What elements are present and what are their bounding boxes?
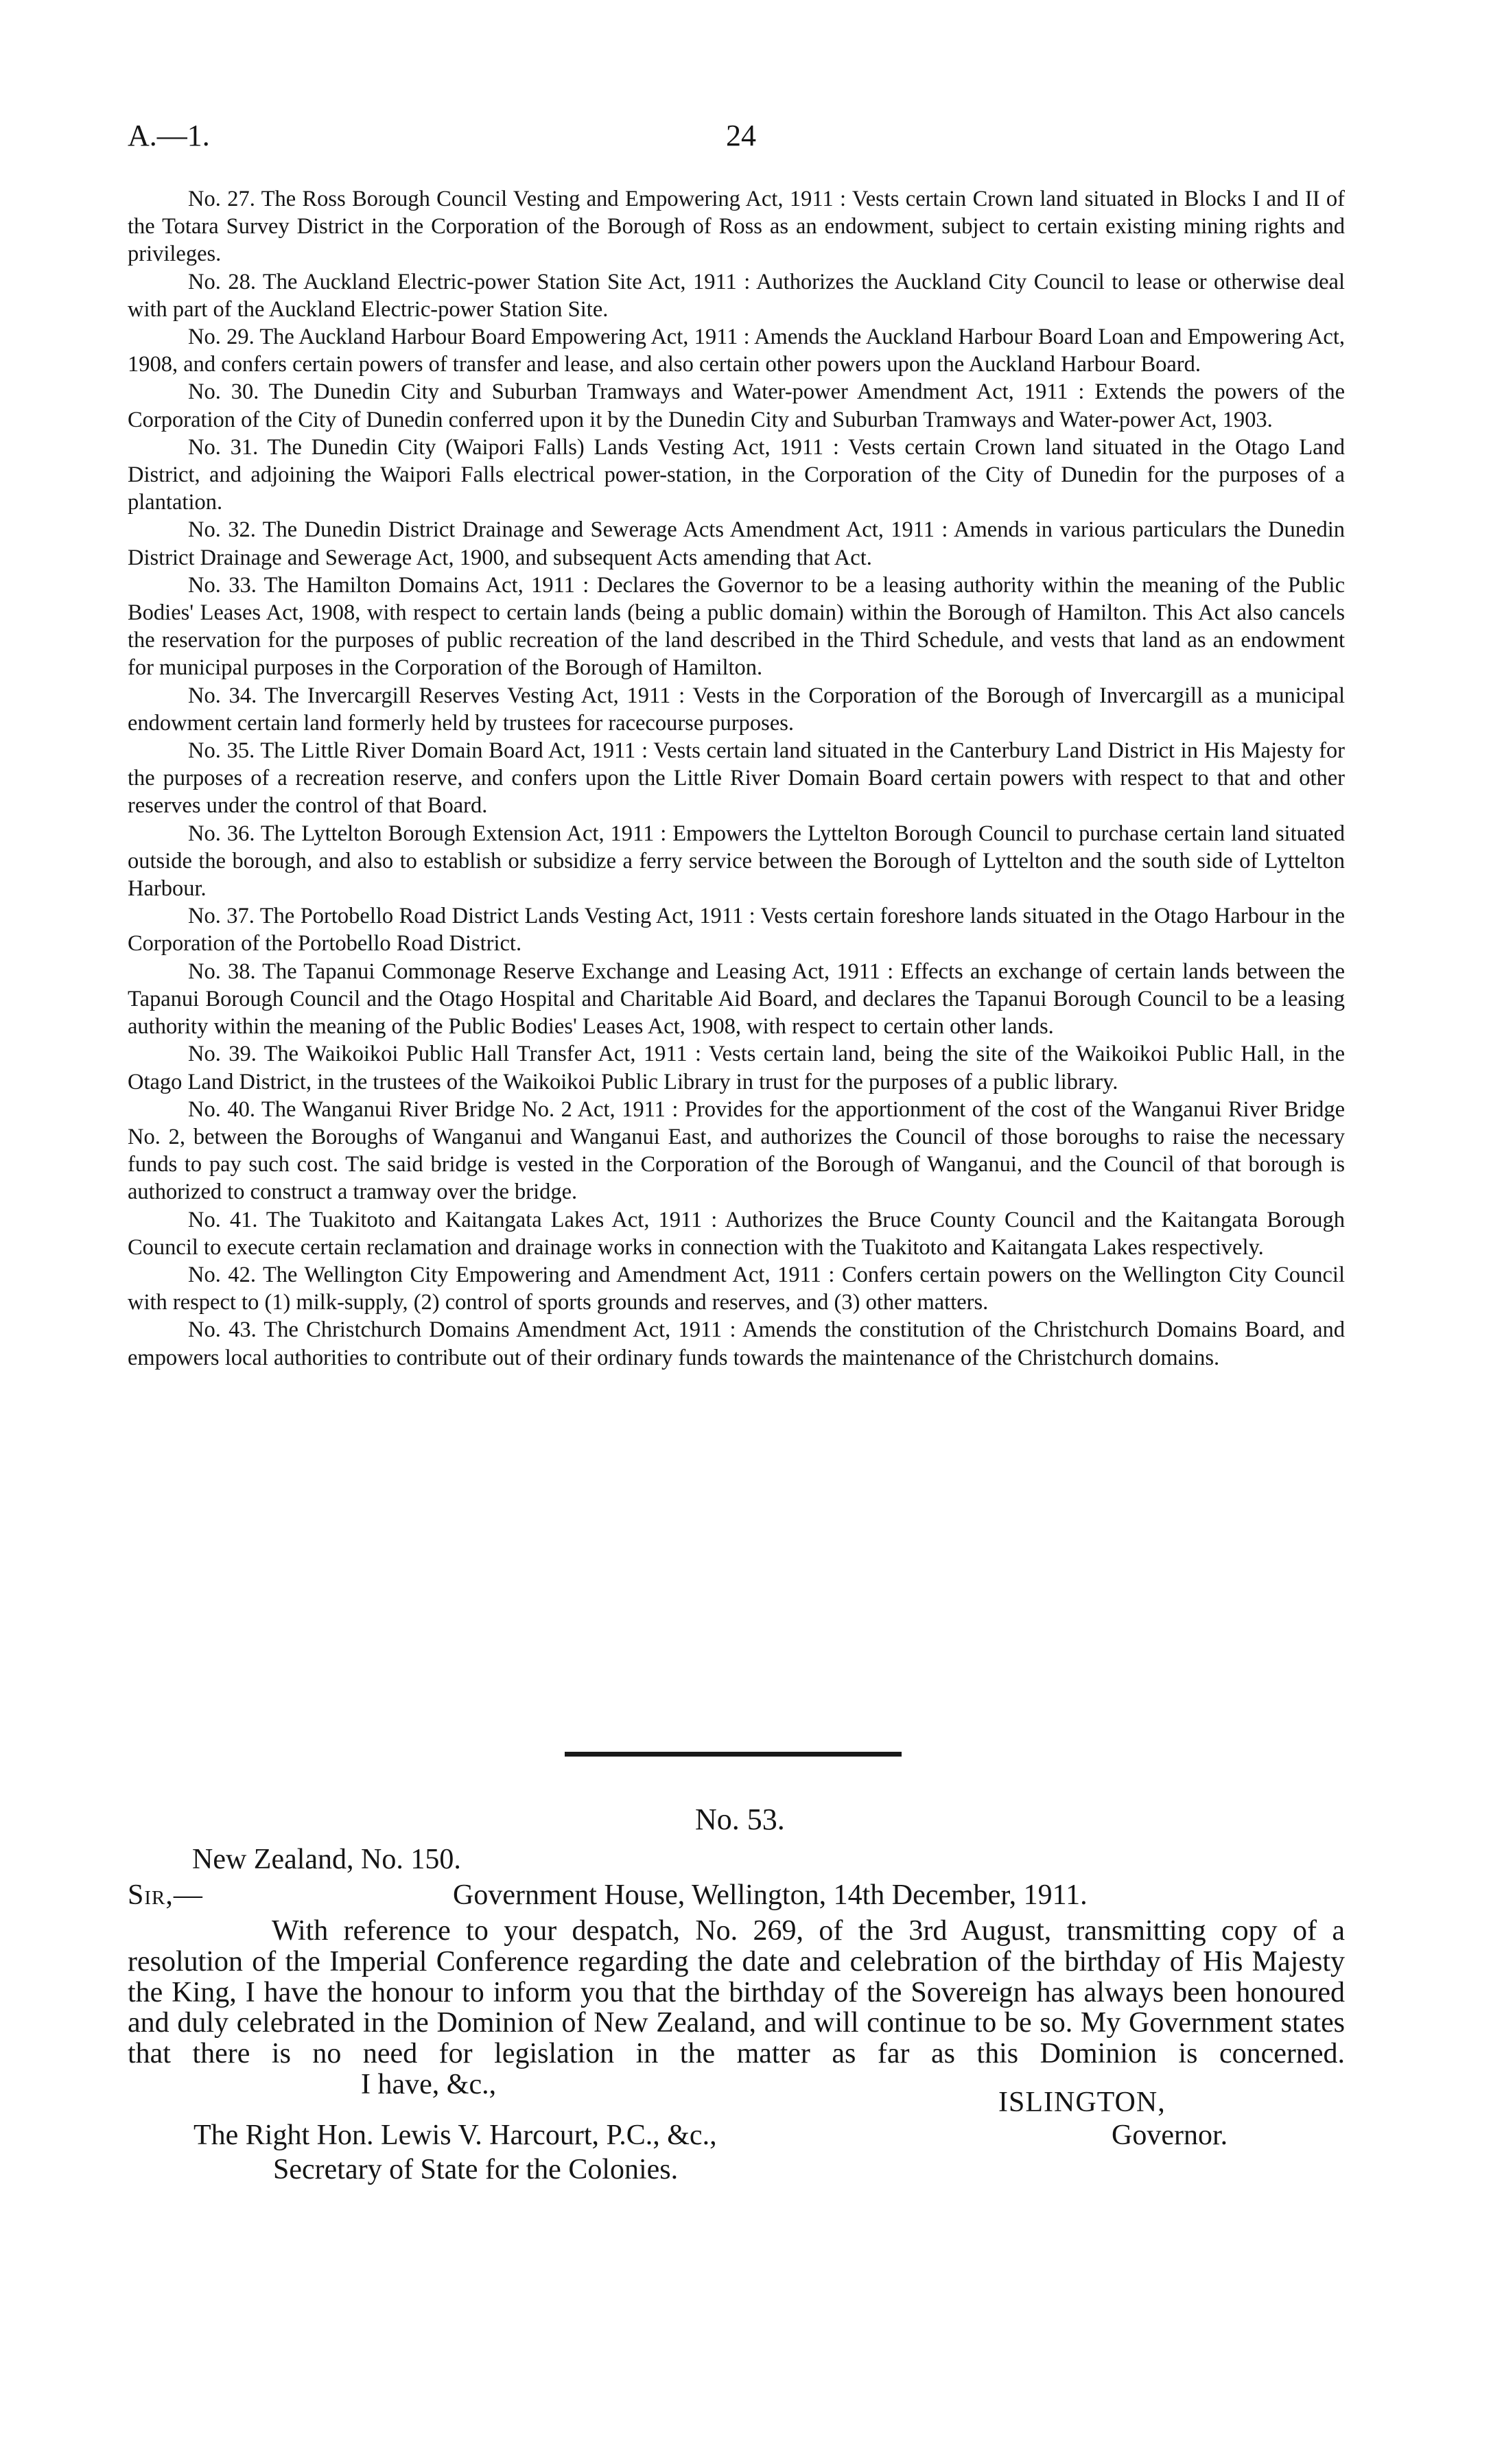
act-paragraph: No. 29. The Auckland Harbour Board Empowering Act, 1911 : Amends the Auckland Harbour Board Loan and Empowering Act, 1908, and confers certain powers of transfer and lease, and also certain other powers upon the Auckland Harbour Board.: [128, 325, 1345, 377]
address-date: Government House, Wellington, 14th December, 1911.: [453, 1879, 1088, 1911]
act-paragraph: No. 39. The Waikoikoi Public Hall Transfer Act, 1911 : Vests certain land, being the site of the Waikoikoi Public Hall, in the Otago Land District, in the trustees of the Waikoikoi Public Library in trust for the purposes of a public library.: [128, 1042, 1345, 1094]
act-paragraph: No. 30. The Dunedin City and Suburban Tramways and Water-power Amendment Act, 1911 : Extends the powers of the Corporation of the City of Dunedin conferred upon it by the Dunedin City and Suburban Tramways and Water-power Act, 1903.: [128, 379, 1345, 432]
act-paragraph: No. 41. The Tuakitoto and Kaitangata Lakes Act, 1911 : Authorizes the Bruce County Council and the Kaitangata Borough Council to execute certain reclamation and drainage works in connection with the Tuakitoto and Kaitangata Lakes respectively.: [128, 1207, 1345, 1260]
act-paragraph: No. 28. The Auckland Electric-power Station Site Act, 1911 : Authorizes the Auckland City Council to lease or otherwise deal with part of the Auckland Electric-power Station Site.: [128, 269, 1345, 322]
act-paragraph: No. 34. The Invercargill Reserves Vesting Act, 1911 : Vests in the Corporation of the Borough of Invercargill as a municipal endowment certain land formerly held by trustees for racecourse purposes.: [128, 683, 1345, 736]
act-paragraph: No. 40. The Wanganui River Bridge No. 2 Act, 1911 : Provides for the apportionment of the cost of the Wanganui River Bridge No. 2, between the Boroughs of Wanganui and Wanganui East, and authorizes the Council of those boroughs to raise the necessary funds to pay such cost. The said bridge is vested in the Corporation of the Borough of Wanganui, and the Council of that borough is authorized to construct a tramway over the bridge.: [128, 1096, 1345, 1205]
salutation: Sir,—: [128, 1879, 203, 1911]
closing: I have, &c.,: [361, 2068, 497, 2100]
act-paragraph: No. 38. The Tapanui Commonage Reserve Exchange and Leasing Act, 1911 : Effects an exchange of certain lands between the Tapanui Borough Council and the Otago Hospital and Charitable Aid Board, and declares the Tapanui Borough Council to be a leasing authority within the meaning of the Public Bodies' Leases Act, 1908, with respect to certain other lands.: [128, 959, 1345, 1040]
section-divider: [565, 1752, 902, 1757]
act-paragraph: No. 33. The Hamilton Domains Act, 1911 : Declares the Governor to be a leasing authority within the meaning of the Public Bodies' Leases Act, 1908, with respect to certain lands (being a public domain) within the Borough of Hamilton. This Act also cancels the reservation for the purposes of public recreation of the land described in the Third Schedule, and vests that land as an endowment for municipal purposes in the Corporation of the Borough of Hamilton.: [128, 572, 1345, 681]
section-reference: A.—1.: [128, 119, 210, 152]
signatory-title: Governor.: [1112, 2120, 1228, 2151]
act-paragraph: No. 31. The Dunedin City (Waipori Falls) Lands Vesting Act, 1911 : Vests certain Crown land situated in the Otago Land District, and adjoining the Waipori Falls electrical power-station, in the Corporation of the City of Dunedin for the purposes of a plantation.: [128, 434, 1345, 515]
letter-body: [128, 1916, 1345, 2100]
act-paragraph: No. 43. The Christchurch Domains Amendment Act, 1911 : Amends the constitution of the Christchurch Domains Board, and empowers local authorities to contribute out of their ordinary funds towards the maintenance of the Christchurch domains.: [128, 1317, 1345, 1370]
letter-body-content: With reference to your despatch, No. 269, of the 3rd August, transmitting copy of a resolution of the Imperial Conference regarding the date and celebration of the birthday of His Majesty the King, I have the honour to inform you that the birthday of the Sovereign has always been honoured and duly celebrated in the Dominion of New Zealand, and will continue to be so. My Government states that there is no need for legislation in the matter as far as this Dominion is concerned.: [128, 1915, 1345, 2070]
signatory-name: ISLINGTON,: [998, 2087, 1166, 2118]
letter-body-text: [128, 1916, 1345, 2100]
acts-list: [128, 185, 1345, 1372]
salutation-line: [128, 1880, 1345, 1910]
act-paragraph: No. 32. The Dunedin District Drainage and Sewerage Acts Amendment Act, 1911 : Amends in various particulars the Dunedin District Drainage and Sewerage Act, 1900, and subsequent Acts amending that Act.: [128, 517, 1345, 570]
addressee-name: The Right Hon. Lewis V. Harcourt, P.C., &c.,: [193, 2120, 717, 2151]
despatch-reference: New Zealand, No. 150.: [192, 1844, 461, 1875]
act-paragraph: No. 37. The Portobello Road District Lands Vesting Act, 1911 : Vests certain foreshore lands situated in the Otago Harbour in the Corporation of the Portobello Road District.: [128, 904, 1345, 957]
act-paragraph: No. 35. The Little River Domain Board Act, 1911 : Vests certain land situated in the Canterbury Land District in His Majesty for the purposes of a recreation reserve, and confers upon the Little River Domain Board certain powers with respect to that and other reserves under the control of that Board.: [128, 738, 1345, 819]
page-number: 24: [726, 119, 756, 152]
act-paragraph: No. 42. The Wellington City Empowering and Amendment Act, 1911 : Confers certain powers on the Wellington City Council with respect to (1) milk-supply, (2) control of sports grounds and reserves, and (3) other matters.: [128, 1262, 1345, 1315]
act-paragraph: No. 27. The Ross Borough Council Vesting and Empowering Act, 1911 : Vests certain Crown land situated in Blocks I and II of the Totara Survey District in the Corporation of the Borough of Ross as an endowment, subject to certain existing mining rights and privileges.: [128, 187, 1345, 267]
act-paragraph: No. 36. The Lyttelton Borough Extension Act, 1911 : Empowers the Lyttelton Borough Council to purchase certain land situated outside the borough, and also to establish or subsidize a ferry service between the Borough of Lyttelton and the south side of Lyttelton Harbour.: [128, 821, 1345, 902]
despatch-number: No. 53.: [695, 1803, 785, 1836]
addressee-office: Secretary of State for the Colonies.: [273, 2154, 679, 2185]
